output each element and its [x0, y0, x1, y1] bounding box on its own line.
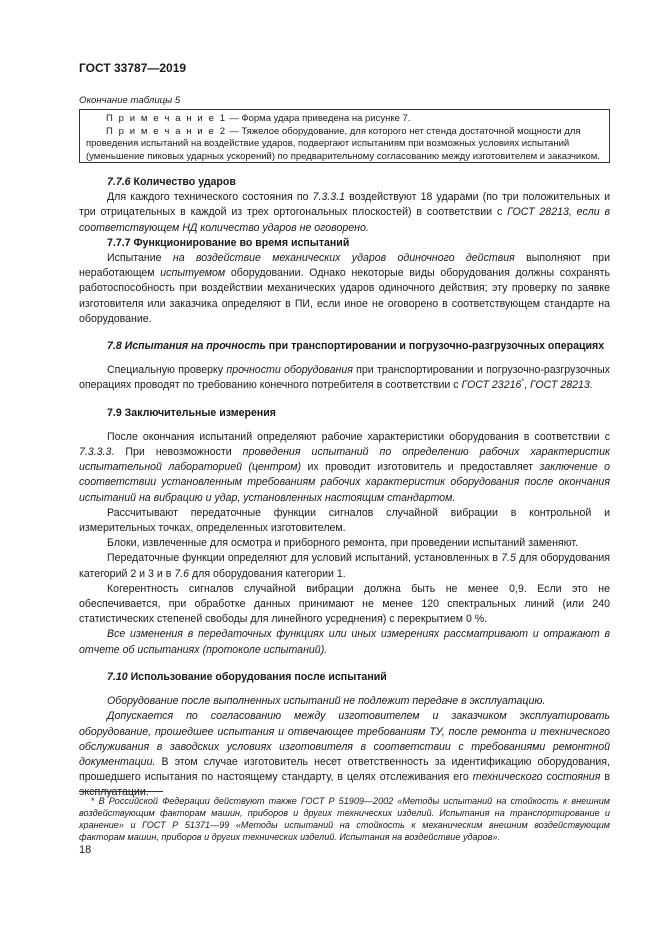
section-7-9-paragraph-4: Передаточные функции определяют для условий испытаний, установленных в 7.5 для оборудования категорий 2 и 3 и в 7.6 для оборудования категории 1. — [79, 552, 610, 580]
section-7-9-paragraph-6: Все изменения в передаточных функциях или иных измерениях рассматривают и отражают в отчете об испытаниях (протоколе испытаний). — [79, 628, 610, 656]
section-7-8-paragraph: Специальную проверку прочности оборудования при транспортировании и погрузочно-разгрузочных операциях проводят по требованию конечного потребителя в соответствии с ГОСТ 23216*, ГОСТ 28213. — [79, 364, 611, 392]
footnote-divider — [79, 791, 163, 792]
footnote: * В Российской Федерации действуют также ГОСТ Р 51909—2002 «Методы испытаний на стойкость к внешним воздействующим факторам машин, приборов и других технических изделий. Испытания на транспортирование и хранение» и ГОСТ Р 51371—99 «Методы испытаний на стойкость к механическим внешним воздействующим факторам машин, приборов и других технических изделий. Испытания на воздействие ударов». — [79, 796, 610, 843]
section-7-9-paragraph-3: Блоки, извлеченные для осмотра и приборного ремонта, при проведении испытаний заменяют. — [107, 537, 578, 550]
page-number: 18 — [79, 844, 92, 856]
note-2: П р и м е ч а н и е 2 — Тяжелое оборудование, для которого нет стенда достаточной мощности для проведения испытаний на воздействие ударов, подвергают испытаниям при возможных условиях испытаний (уменьшение пиковых ударных ускорений) по предварительному согласованию между изготовителем и заказчиком. — [86, 125, 600, 162]
section-7-8-heading: 7.8 Испытания на прочность при транспортировании и погрузочно-разгрузочных операциях — [107, 340, 605, 353]
table-notes-box — [79, 109, 610, 163]
section-7-9-paragraph-5: Когерентность сигналов случайной вибрации должна быть не менее 0,9. Если это не обеспечивается, при обработке данных принимают не менее 120 спектральных линий (или 240 статистических степеней свободы для линейного усреднения) с перекрытием 0 %. — [79, 582, 610, 626]
section-7-7-6-paragraph: Для каждого технического состояния по 7.3.3.1 воздействуют 18 ударами (по три положительных и три отрицательных в каждой из трех ортогональных плоскостей) в соответствии с ГОСТ 28213, если в соответствующем НД количество ударов не оговорено. — [79, 191, 611, 234]
section-7-7-7-heading: 7.7.7 Функционирование во время испытаний — [107, 236, 350, 249]
section-7-10-paragraph-2: Допускается по согласованию между изготовителем и заказчиком эксплуатировать оборудование, прошедшее испытания и отвечающее требованиям ТУ, после ремонта и технического обслуживания в заводских условиях изготовителя в соответствии с требованиями ремонтной документации. В этом случае изготовитель несет ответственность за идентификацию оборудования, прошедшего испытания по настоящему стандарту, в целях отслеживания его технического состояния в эксплуатации. — [79, 710, 611, 799]
note-1: П р и м е ч а н и е 1 — Форма удара приведена на рисунке 7. — [106, 113, 411, 124]
document-body — [79, 175, 610, 801]
table-continuation-caption: Окончание таблицы 5 — [79, 95, 181, 106]
section-7-9-paragraph-2: Рассчитывают передаточные функции сигналов случайной вибрации в контрольной и измерительных точках, определенных изготовителем. — [79, 506, 610, 535]
section-7-9-heading: 7.9 Заключительные измерения — [107, 406, 276, 419]
section-7-7-6-heading: 7.7.6 Количество ударов — [107, 176, 236, 188]
section-7-10-paragraph-1: Оборудование после выполненных испытаний не подлежит передаче в эксплуатацию. — [107, 695, 546, 708]
section-7-10-heading: 7.10 Использование оборудования после испытаний — [107, 670, 387, 683]
section-7-9-paragraph-1: После окончания испытаний определяют рабочие характеристики оборудования в соответствии с 7.3.3.3. При невозможности проведения испытаний по определению рабочих характеристик испытательной лабораторией (центром) их проводит изготовитель и предоставляет заключение о соответствии установленным требованиям рабочих характеристик оборудования после окончания испытаний на вибрацию и удар, установленных настоящим стандартом. — [79, 430, 610, 504]
document-header-code: ГОСТ 33787—2019 — [79, 61, 187, 75]
section-7-7-7-paragraph: Испытание на воздействие механических ударов одиночного действия выполняют при неработающем испытуемом оборудовании. Однако некоторые виды оборудования должны сохранять работоспособность при воздействии механических ударов одиночного действия; эту проверку по заявке изготовителя или заказчика определяют в ПИ, если иное не оговорено в соответствующем стандарте на оборудование. — [79, 252, 611, 325]
